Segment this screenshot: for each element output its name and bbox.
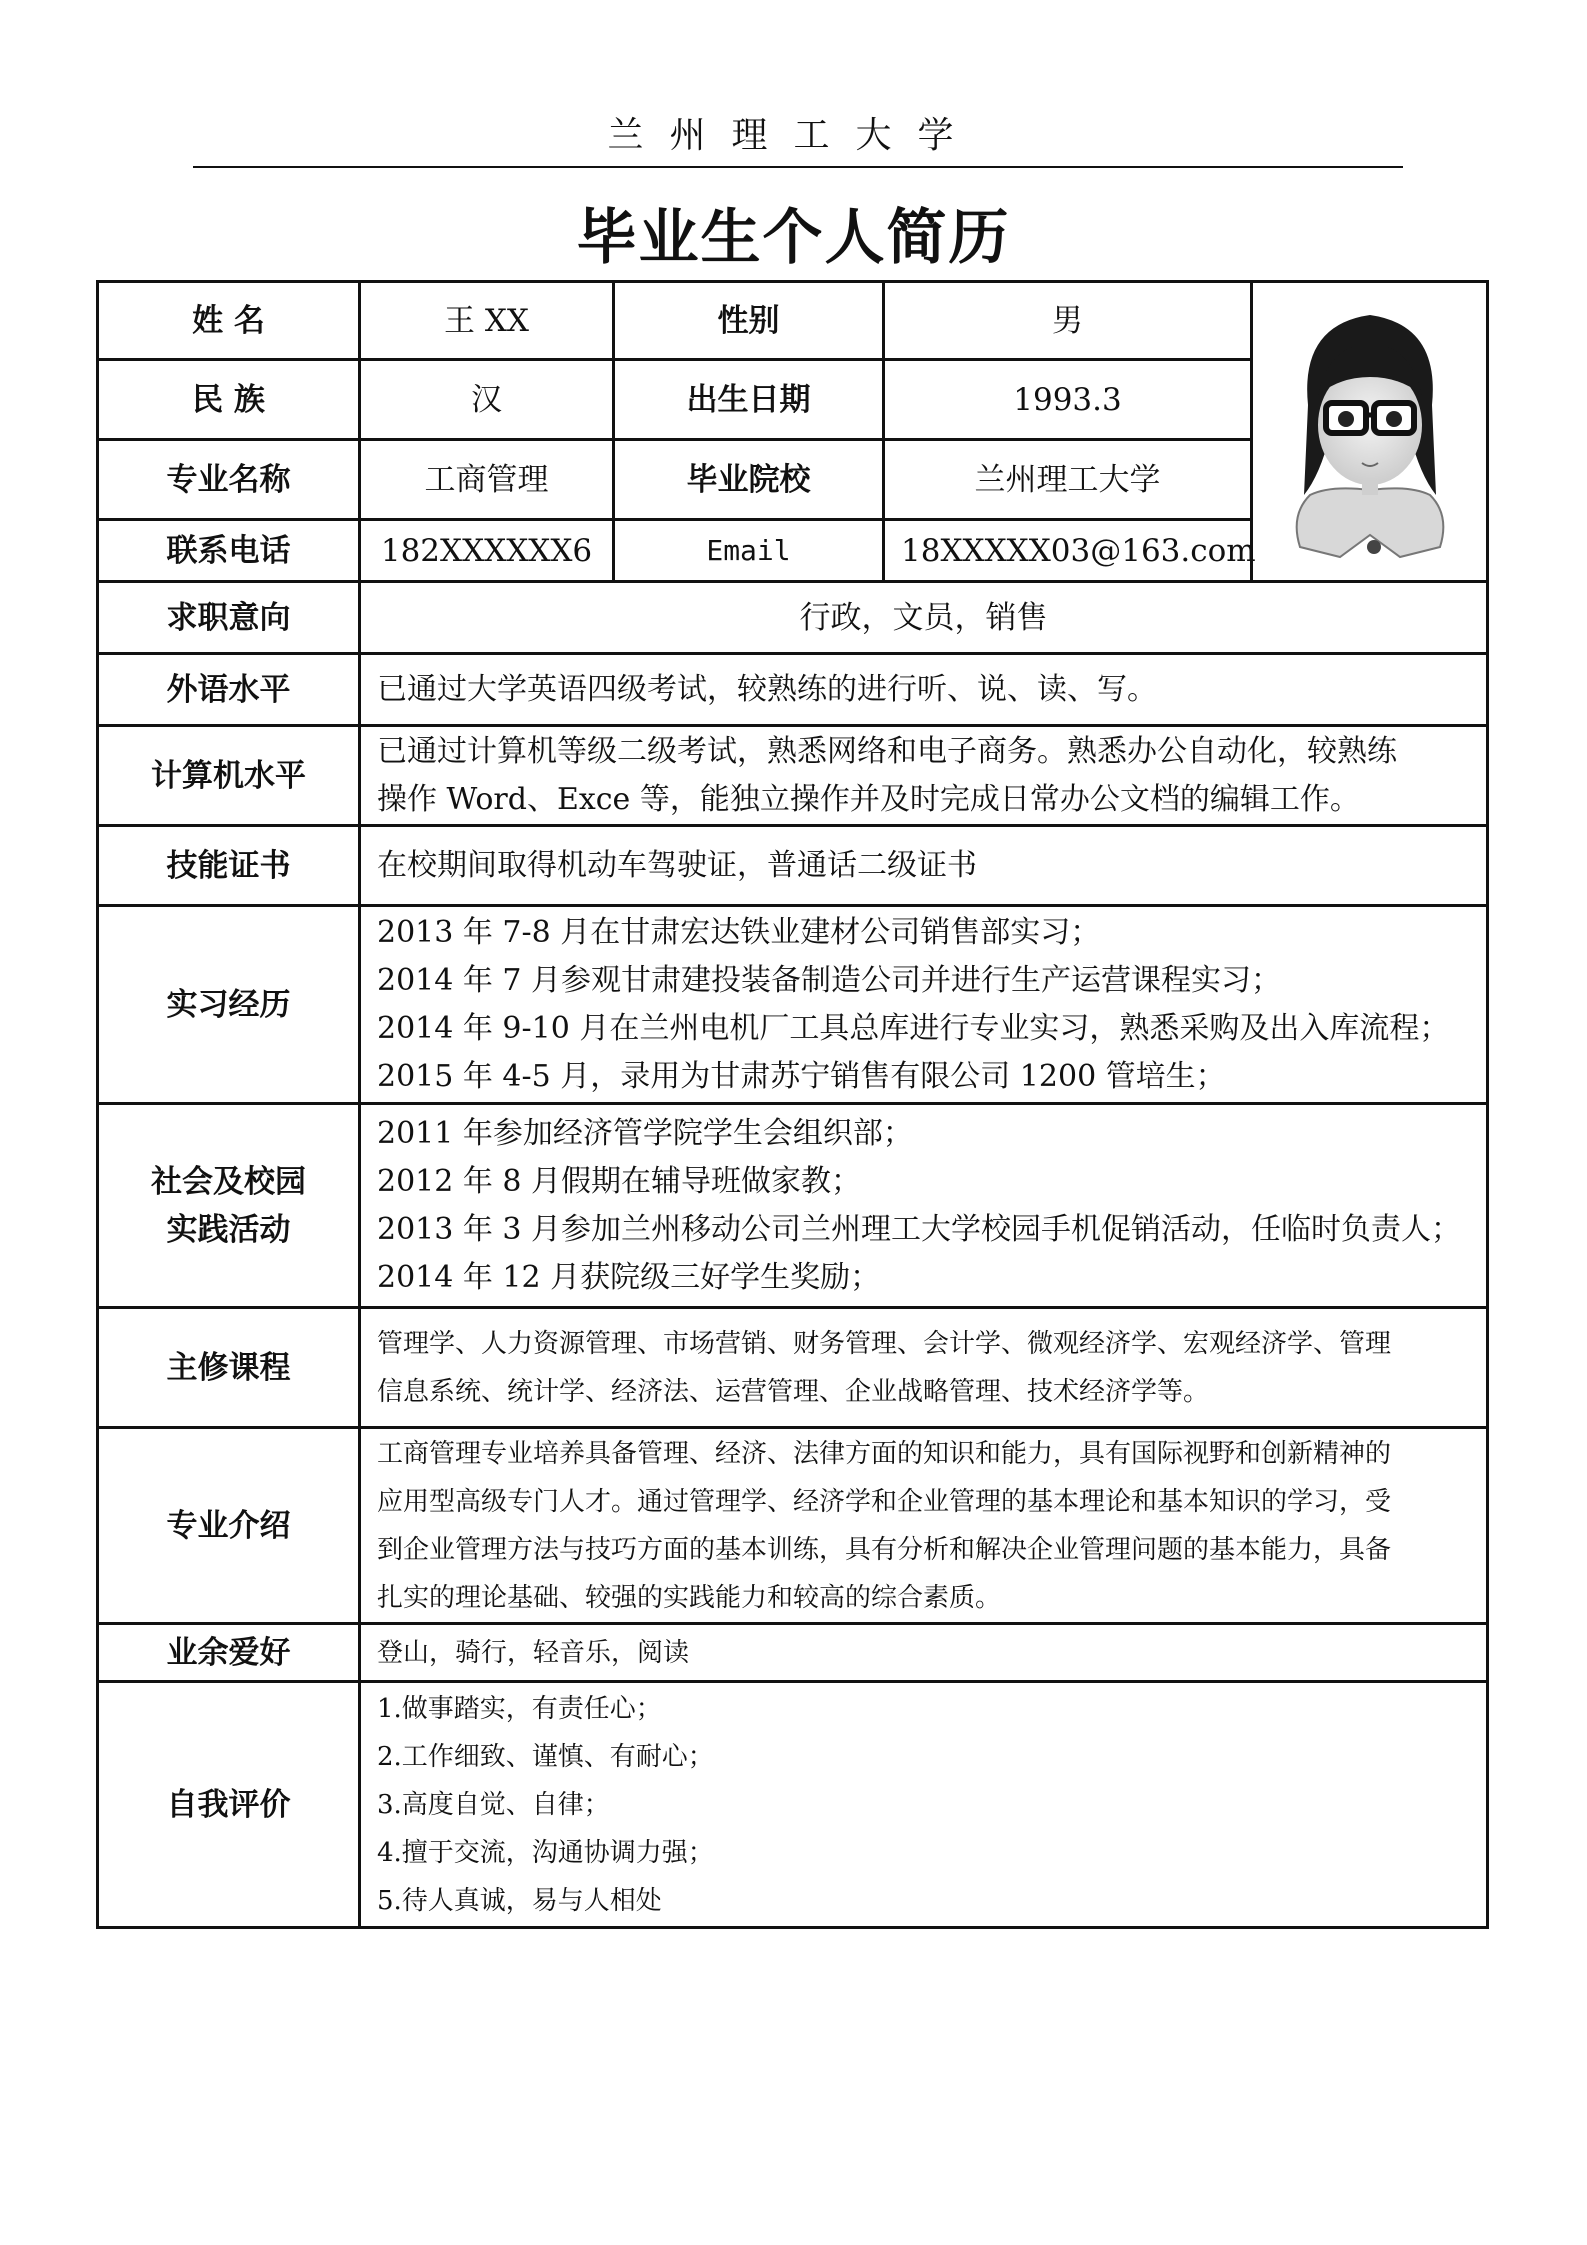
ethnicity-value: 汉: [360, 360, 614, 440]
header-rule: [193, 166, 1403, 168]
resume-table: [96, 280, 1489, 1929]
name-value: 王 XX: [360, 282, 614, 360]
computer-label: 计算机水平: [98, 726, 360, 826]
self-eval-item: 1.做事踏实，有责任心；: [377, 1693, 662, 1724]
email-label: Email: [614, 520, 884, 582]
activities-label: [98, 1104, 360, 1308]
birth-value: 1993.3: [884, 360, 1252, 440]
internship-item: 2014 年 9-10 月在兰州电机厂工具总库进行专业实习，熟悉采购及出入库流程；: [377, 1010, 1450, 1046]
ethnicity-label: 民 族: [98, 360, 360, 440]
language-label: 外语水平: [98, 654, 360, 726]
self-eval-label: 自我评价: [98, 1682, 360, 1928]
computer-line: 操作 Word、Exce 等，能独立操作并及时完成日常办公文档的编辑工作。: [377, 781, 1360, 817]
certificates-value: 在校期间取得机动车驾驶证，普通话二级证书: [360, 826, 1488, 906]
row-activities: [98, 1104, 1488, 1308]
internship-item: 2013 年 7-8 月在甘肃宏达铁业建材公司销售部实习；: [377, 914, 1101, 950]
self-eval-value: [360, 1682, 1488, 1928]
birth-label: 出生日期: [614, 360, 884, 440]
courses-label: 主修课程: [98, 1308, 360, 1428]
job-intent-label: 求职意向: [98, 582, 360, 654]
row-hobbies: [98, 1624, 1488, 1682]
phone-value: 182XXXXXX6: [360, 520, 614, 582]
self-eval-item: 5.待人真诚，易与人相处: [377, 1885, 662, 1916]
computer-line: 已通过计算机等级二级考试，熟悉网络和电子商务。熟悉办公自动化，较熟练: [377, 733, 1397, 769]
self-eval-item: 2.工作细致、谨慎、有耐心；: [377, 1741, 714, 1772]
page-title: 毕业生个人简历: [576, 203, 1011, 273]
major-intro-line: 工商管理专业培养具备管理、经济、法律方面的知识和能力，具有国际视野和创新精神的: [377, 1438, 1392, 1469]
row-self-eval: [98, 1682, 1488, 1928]
internship-item: 2015 年 4-5 月，录用为甘肃苏宁销售有限公司 1200 管培生；: [377, 1058, 1226, 1094]
row-major-intro: [98, 1428, 1488, 1624]
activity-item: 2012 年 8 月假期在辅导班做家教；: [377, 1163, 862, 1199]
major-value: 工商管理: [360, 440, 614, 520]
major-intro-value: [360, 1428, 1488, 1624]
activity-item: 2014 年 12 月获院级三好学生奖励；: [377, 1259, 881, 1295]
activity-item: 2013 年 3 月参加兰州移动公司兰州理工大学校园手机促销活动，任临时负责人；: [377, 1211, 1462, 1247]
phone-label: 联系电话: [98, 520, 360, 582]
row-certificates: [98, 826, 1488, 906]
major-intro-line: 到企业管理方法与技巧方面的基本训练，具有分析和解决企业管理问题的基本能力，具备: [377, 1534, 1392, 1565]
hobbies-label: 业余爱好: [98, 1624, 360, 1682]
job-intent-value: 行政，文员，销售: [360, 582, 1488, 654]
name-label: 姓 名: [98, 282, 360, 360]
row-name: [98, 282, 1488, 360]
activities-label-line: 实践活动: [166, 1211, 291, 1248]
profile-photo: [1252, 282, 1488, 582]
row-courses: [98, 1308, 1488, 1428]
courses-line: 管理学、人力资源管理、市场营销、财务管理、会计学、微观经济学、宏观经济学、管理: [377, 1328, 1392, 1359]
major-intro-line: 扎实的理论基础、较强的实践能力和较高的综合素质。: [377, 1582, 1002, 1613]
certificates-label: 技能证书: [98, 826, 360, 906]
courses-value: [360, 1308, 1488, 1428]
self-eval-item: 4.擅于交流，沟通协调力强；: [377, 1837, 714, 1868]
row-computer: [98, 726, 1488, 826]
major-intro-label: 专业介绍: [98, 1428, 360, 1624]
courses-line: 信息系统、统计学、经济法、运营管理、企业战略管理、技术经济学等。: [377, 1376, 1210, 1407]
gender-label: 性别: [614, 282, 884, 360]
gender-value: 男: [884, 282, 1252, 360]
internship-value: [360, 906, 1488, 1104]
major-label: 专业名称: [98, 440, 360, 520]
school-label: 毕业院校: [614, 440, 884, 520]
school-value: 兰州理工大学: [884, 440, 1252, 520]
avatar-illustration: [1270, 285, 1470, 575]
activities-value: [360, 1104, 1488, 1308]
row-internship: [98, 906, 1488, 1104]
self-eval-item: 3.高度自觉、自律；: [377, 1789, 610, 1820]
university-header: 兰州理工大学: [607, 115, 980, 156]
row-language: [98, 654, 1488, 726]
activities-label-line: 社会及校园: [151, 1163, 306, 1200]
activity-item: 2011 年参加经济管学院学生会组织部；: [377, 1115, 913, 1151]
row-job-intent: [98, 582, 1488, 654]
language-value: 已通过大学英语四级考试，较熟练的进行听、说、读、写。: [360, 654, 1488, 726]
internship-item: 2014 年 7 月参观甘肃建投装备制造公司并进行生产运营课程实习；: [377, 962, 1282, 998]
hobbies-value: 登山，骑行，轻音乐，阅读: [360, 1624, 1488, 1682]
major-intro-line: 应用型高级专门人才。通过管理学、经济学和企业管理的基本理论和基本知识的学习，受: [377, 1486, 1392, 1517]
computer-value: [360, 726, 1488, 826]
internship-label: 实习经历: [98, 906, 360, 1104]
email-value: 18XXXXX03@163.com: [884, 520, 1252, 582]
